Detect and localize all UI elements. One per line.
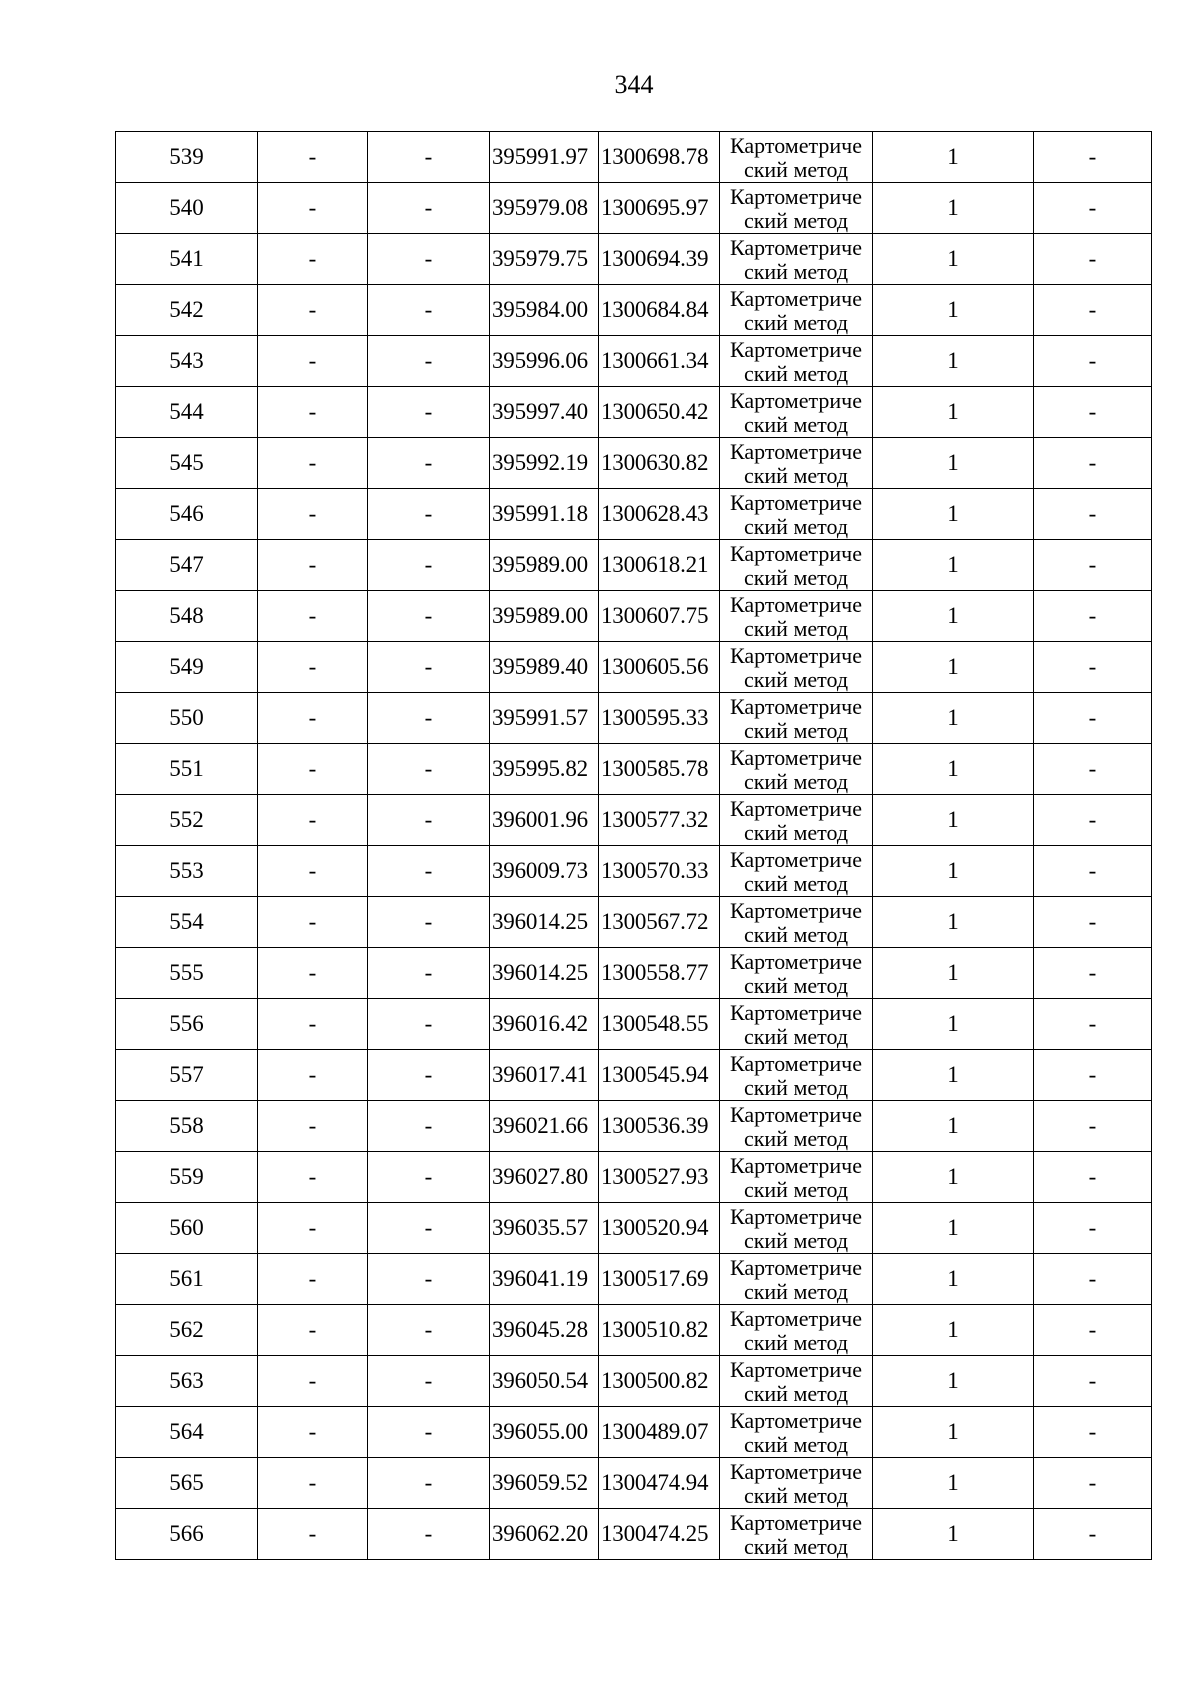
table-row	[116, 999, 1152, 1050]
note-cell: -	[1034, 1050, 1152, 1101]
point-number-cell: 557	[116, 1050, 258, 1101]
table-row	[116, 1050, 1152, 1101]
note-cell: -	[1034, 285, 1152, 336]
y-coordinate-cell: 1300694.39	[599, 234, 720, 285]
method-cell	[720, 183, 873, 234]
table-row	[116, 948, 1152, 999]
table-row	[116, 540, 1152, 591]
point-number-cell: 560	[116, 1203, 258, 1254]
point-number-cell: 563	[116, 1356, 258, 1407]
empty-cell: -	[368, 336, 490, 387]
x-coordinate-cell: 395989.40	[490, 642, 599, 693]
note-cell: -	[1034, 693, 1152, 744]
note-cell: -	[1034, 1407, 1152, 1458]
accuracy-cell: 1	[873, 1458, 1034, 1509]
method-cell	[720, 132, 873, 183]
empty-cell: -	[258, 438, 368, 489]
point-number-cell: 561	[116, 1254, 258, 1305]
y-coordinate-cell: 1300517.69	[599, 1254, 720, 1305]
point-number-cell: 540	[116, 183, 258, 234]
empty-cell: -	[258, 999, 368, 1050]
method-text: Картометрический метод	[730, 949, 862, 998]
method-cell	[720, 693, 873, 744]
note-cell: -	[1034, 234, 1152, 285]
note-cell: -	[1034, 132, 1152, 183]
y-coordinate-cell: 1300558.77	[599, 948, 720, 999]
empty-cell: -	[368, 795, 490, 846]
x-coordinate-cell: 395991.97	[490, 132, 599, 183]
table-row	[116, 642, 1152, 693]
y-coordinate-cell: 1300570.33	[599, 846, 720, 897]
empty-cell: -	[258, 591, 368, 642]
x-coordinate-cell: 396021.66	[490, 1101, 599, 1152]
method-text: Картометрический метод	[730, 898, 862, 947]
x-coordinate-cell: 395991.18	[490, 489, 599, 540]
empty-cell: -	[258, 846, 368, 897]
empty-cell: -	[258, 693, 368, 744]
table-row	[116, 1458, 1152, 1509]
table-row	[116, 846, 1152, 897]
accuracy-cell: 1	[873, 846, 1034, 897]
y-coordinate-cell: 1300527.93	[599, 1152, 720, 1203]
table-row	[116, 693, 1152, 744]
table-body	[116, 132, 1152, 1560]
y-coordinate-cell: 1300661.34	[599, 336, 720, 387]
x-coordinate-cell: 395997.40	[490, 387, 599, 438]
method-text: Картометрический метод	[730, 133, 862, 182]
method-text: Картометрический метод	[730, 1102, 862, 1151]
empty-cell: -	[368, 540, 490, 591]
y-coordinate-cell: 1300577.32	[599, 795, 720, 846]
empty-cell: -	[368, 1509, 490, 1560]
empty-cell: -	[258, 1203, 368, 1254]
empty-cell: -	[368, 234, 490, 285]
accuracy-cell: 1	[873, 1305, 1034, 1356]
x-coordinate-cell: 395989.00	[490, 591, 599, 642]
empty-cell: -	[258, 540, 368, 591]
empty-cell: -	[368, 1407, 490, 1458]
table-row	[116, 1152, 1152, 1203]
empty-cell: -	[368, 744, 490, 795]
method-cell	[720, 744, 873, 795]
empty-cell: -	[368, 183, 490, 234]
accuracy-cell: 1	[873, 183, 1034, 234]
y-coordinate-cell: 1300474.25	[599, 1509, 720, 1560]
x-coordinate-cell: 395995.82	[490, 744, 599, 795]
empty-cell: -	[258, 132, 368, 183]
point-number-cell: 553	[116, 846, 258, 897]
note-cell: -	[1034, 795, 1152, 846]
table-row	[116, 897, 1152, 948]
table-row	[116, 285, 1152, 336]
y-coordinate-cell: 1300630.82	[599, 438, 720, 489]
y-coordinate-cell: 1300650.42	[599, 387, 720, 438]
point-number-cell: 564	[116, 1407, 258, 1458]
point-number-cell: 556	[116, 999, 258, 1050]
note-cell: -	[1034, 744, 1152, 795]
empty-cell: -	[368, 1152, 490, 1203]
empty-cell: -	[258, 489, 368, 540]
method-cell	[720, 438, 873, 489]
point-number-cell: 566	[116, 1509, 258, 1560]
empty-cell: -	[258, 1305, 368, 1356]
point-number-cell: 545	[116, 438, 258, 489]
y-coordinate-cell: 1300489.07	[599, 1407, 720, 1458]
method-cell	[720, 540, 873, 591]
empty-cell: -	[368, 1458, 490, 1509]
x-coordinate-cell: 396017.41	[490, 1050, 599, 1101]
x-coordinate-cell: 395989.00	[490, 540, 599, 591]
method-text: Картометрический метод	[730, 388, 862, 437]
x-coordinate-cell: 396041.19	[490, 1254, 599, 1305]
note-cell: -	[1034, 540, 1152, 591]
method-cell	[720, 285, 873, 336]
empty-cell: -	[368, 999, 490, 1050]
accuracy-cell: 1	[873, 1407, 1034, 1458]
method-cell	[720, 489, 873, 540]
note-cell: -	[1034, 1305, 1152, 1356]
empty-cell: -	[368, 1050, 490, 1101]
method-text: Картометрический метод	[730, 1153, 862, 1202]
y-coordinate-cell: 1300536.39	[599, 1101, 720, 1152]
note-cell: -	[1034, 591, 1152, 642]
note-cell: -	[1034, 642, 1152, 693]
x-coordinate-cell: 396014.25	[490, 948, 599, 999]
note-cell: -	[1034, 387, 1152, 438]
method-cell	[720, 1509, 873, 1560]
method-cell	[720, 1356, 873, 1407]
empty-cell: -	[368, 132, 490, 183]
accuracy-cell: 1	[873, 744, 1034, 795]
x-coordinate-cell: 395979.08	[490, 183, 599, 234]
x-coordinate-cell: 396014.25	[490, 897, 599, 948]
y-coordinate-cell: 1300567.72	[599, 897, 720, 948]
empty-cell: -	[258, 1152, 368, 1203]
method-text: Картометрический метод	[730, 1510, 862, 1559]
table-row	[116, 336, 1152, 387]
y-coordinate-cell: 1300585.78	[599, 744, 720, 795]
table-row	[116, 183, 1152, 234]
method-text: Картометрический метод	[730, 286, 862, 335]
empty-cell: -	[258, 897, 368, 948]
empty-cell: -	[258, 183, 368, 234]
method-text: Картометрический метод	[730, 592, 862, 641]
y-coordinate-cell: 1300595.33	[599, 693, 720, 744]
empty-cell: -	[368, 642, 490, 693]
x-coordinate-cell: 396050.54	[490, 1356, 599, 1407]
y-coordinate-cell: 1300520.94	[599, 1203, 720, 1254]
table-row	[116, 1305, 1152, 1356]
x-coordinate-cell: 395992.19	[490, 438, 599, 489]
accuracy-cell: 1	[873, 948, 1034, 999]
empty-cell: -	[258, 285, 368, 336]
method-text: Картометрический метод	[730, 439, 862, 488]
note-cell: -	[1034, 1509, 1152, 1560]
x-coordinate-cell: 396062.20	[490, 1509, 599, 1560]
point-number-cell: 551	[116, 744, 258, 795]
point-number-cell: 548	[116, 591, 258, 642]
note-cell: -	[1034, 897, 1152, 948]
y-coordinate-cell: 1300695.97	[599, 183, 720, 234]
note-cell: -	[1034, 948, 1152, 999]
table-row	[116, 1254, 1152, 1305]
empty-cell: -	[368, 591, 490, 642]
method-text: Картометрический метод	[730, 184, 862, 233]
method-text: Картометрический метод	[730, 745, 862, 794]
table-row	[116, 1509, 1152, 1560]
accuracy-cell: 1	[873, 1152, 1034, 1203]
y-coordinate-cell: 1300605.56	[599, 642, 720, 693]
table-row	[116, 132, 1152, 183]
note-cell: -	[1034, 1356, 1152, 1407]
empty-cell: -	[368, 489, 490, 540]
empty-cell: -	[258, 744, 368, 795]
y-coordinate-cell: 1300607.75	[599, 591, 720, 642]
method-text: Картометрический метод	[730, 1408, 862, 1457]
accuracy-cell: 1	[873, 1254, 1034, 1305]
x-coordinate-cell: 396035.57	[490, 1203, 599, 1254]
empty-cell: -	[258, 1101, 368, 1152]
accuracy-cell: 1	[873, 1203, 1034, 1254]
y-coordinate-cell: 1300628.43	[599, 489, 720, 540]
empty-cell: -	[368, 285, 490, 336]
method-text: Картометрический метод	[730, 1357, 862, 1406]
method-text: Картометрический метод	[730, 1051, 862, 1100]
method-text: Картометрический метод	[730, 1204, 862, 1253]
y-coordinate-cell: 1300684.84	[599, 285, 720, 336]
method-cell	[720, 1050, 873, 1101]
table-row	[116, 438, 1152, 489]
empty-cell: -	[258, 642, 368, 693]
note-cell: -	[1034, 489, 1152, 540]
empty-cell: -	[368, 897, 490, 948]
method-cell	[720, 846, 873, 897]
method-text: Картометрический метод	[730, 1255, 862, 1304]
method-cell	[720, 1254, 873, 1305]
note-cell: -	[1034, 1203, 1152, 1254]
method-cell	[720, 795, 873, 846]
method-cell	[720, 1458, 873, 1509]
note-cell: -	[1034, 438, 1152, 489]
method-cell	[720, 1203, 873, 1254]
point-number-cell: 547	[116, 540, 258, 591]
method-text: Картометрический метод	[730, 337, 862, 386]
empty-cell: -	[258, 1458, 368, 1509]
empty-cell: -	[368, 438, 490, 489]
y-coordinate-cell: 1300500.82	[599, 1356, 720, 1407]
empty-cell: -	[258, 387, 368, 438]
empty-cell: -	[368, 948, 490, 999]
y-coordinate-cell: 1300545.94	[599, 1050, 720, 1101]
empty-cell: -	[258, 1407, 368, 1458]
method-text: Картометрический метод	[730, 1306, 862, 1355]
empty-cell: -	[368, 693, 490, 744]
method-cell	[720, 897, 873, 948]
y-coordinate-cell: 1300618.21	[599, 540, 720, 591]
note-cell: -	[1034, 1254, 1152, 1305]
method-cell	[720, 234, 873, 285]
empty-cell: -	[368, 1305, 490, 1356]
table-row	[116, 591, 1152, 642]
point-number-cell: 543	[116, 336, 258, 387]
empty-cell: -	[258, 948, 368, 999]
point-number-cell: 558	[116, 1101, 258, 1152]
point-number-cell: 554	[116, 897, 258, 948]
empty-cell: -	[368, 387, 490, 438]
accuracy-cell: 1	[873, 642, 1034, 693]
table-row	[116, 234, 1152, 285]
method-text: Картометрический метод	[730, 235, 862, 284]
accuracy-cell: 1	[873, 1356, 1034, 1407]
y-coordinate-cell: 1300474.94	[599, 1458, 720, 1509]
method-cell	[720, 1407, 873, 1458]
x-coordinate-cell: 396001.96	[490, 795, 599, 846]
point-number-cell: 542	[116, 285, 258, 336]
method-text: Картометрический метод	[730, 796, 862, 845]
x-coordinate-cell: 395979.75	[490, 234, 599, 285]
x-coordinate-cell: 396009.73	[490, 846, 599, 897]
coordinates-table	[115, 131, 1152, 1560]
table-row	[116, 1356, 1152, 1407]
accuracy-cell: 1	[873, 336, 1034, 387]
accuracy-cell: 1	[873, 438, 1034, 489]
empty-cell: -	[368, 1101, 490, 1152]
method-cell	[720, 948, 873, 999]
empty-cell: -	[258, 234, 368, 285]
accuracy-cell: 1	[873, 234, 1034, 285]
y-coordinate-cell: 1300510.82	[599, 1305, 720, 1356]
table-row	[116, 1407, 1152, 1458]
note-cell: -	[1034, 183, 1152, 234]
empty-cell: -	[258, 1356, 368, 1407]
accuracy-cell: 1	[873, 489, 1034, 540]
empty-cell: -	[258, 1050, 368, 1101]
empty-cell: -	[258, 1509, 368, 1560]
note-cell: -	[1034, 1101, 1152, 1152]
x-coordinate-cell: 396016.42	[490, 999, 599, 1050]
accuracy-cell: 1	[873, 285, 1034, 336]
point-number-cell: 539	[116, 132, 258, 183]
accuracy-cell: 1	[873, 1509, 1034, 1560]
method-text: Картометрический метод	[730, 1459, 862, 1508]
method-text: Картометрический метод	[730, 490, 862, 539]
point-number-cell: 559	[116, 1152, 258, 1203]
table-row	[116, 1101, 1152, 1152]
note-cell: -	[1034, 846, 1152, 897]
point-number-cell: 552	[116, 795, 258, 846]
method-cell	[720, 336, 873, 387]
note-cell: -	[1034, 1152, 1152, 1203]
x-coordinate-cell: 395996.06	[490, 336, 599, 387]
point-number-cell: 565	[116, 1458, 258, 1509]
note-cell: -	[1034, 999, 1152, 1050]
note-cell: -	[1034, 336, 1152, 387]
method-cell	[720, 387, 873, 438]
method-text: Картометрический метод	[730, 847, 862, 896]
accuracy-cell: 1	[873, 540, 1034, 591]
method-cell	[720, 1101, 873, 1152]
empty-cell: -	[258, 1254, 368, 1305]
table-row	[116, 1203, 1152, 1254]
table-row	[116, 489, 1152, 540]
empty-cell: -	[368, 1254, 490, 1305]
accuracy-cell: 1	[873, 387, 1034, 438]
point-number-cell: 544	[116, 387, 258, 438]
method-cell	[720, 642, 873, 693]
y-coordinate-cell: 1300698.78	[599, 132, 720, 183]
accuracy-cell: 1	[873, 591, 1034, 642]
empty-cell: -	[368, 1203, 490, 1254]
accuracy-cell: 1	[873, 999, 1034, 1050]
x-coordinate-cell: 395984.00	[490, 285, 599, 336]
empty-cell: -	[368, 1356, 490, 1407]
accuracy-cell: 1	[873, 897, 1034, 948]
note-cell: -	[1034, 1458, 1152, 1509]
point-number-cell: 546	[116, 489, 258, 540]
page-number: 344	[614, 70, 654, 99]
table-row	[116, 387, 1152, 438]
method-cell	[720, 1152, 873, 1203]
method-cell	[720, 591, 873, 642]
method-text: Картометрический метод	[730, 1000, 862, 1049]
point-number-cell: 550	[116, 693, 258, 744]
accuracy-cell: 1	[873, 1101, 1034, 1152]
x-coordinate-cell: 396059.52	[490, 1458, 599, 1509]
point-number-cell: 555	[116, 948, 258, 999]
table-row	[116, 795, 1152, 846]
empty-cell: -	[258, 795, 368, 846]
accuracy-cell: 1	[873, 1050, 1034, 1101]
point-number-cell: 541	[116, 234, 258, 285]
accuracy-cell: 1	[873, 795, 1034, 846]
x-coordinate-cell: 395991.57	[490, 693, 599, 744]
method-text: Картометрический метод	[730, 643, 862, 692]
empty-cell: -	[258, 336, 368, 387]
y-coordinate-cell: 1300548.55	[599, 999, 720, 1050]
table-row	[116, 744, 1152, 795]
method-cell	[720, 1305, 873, 1356]
point-number-cell: 549	[116, 642, 258, 693]
method-text: Картометрический метод	[730, 694, 862, 743]
method-cell	[720, 999, 873, 1050]
point-number-cell: 562	[116, 1305, 258, 1356]
x-coordinate-cell: 396045.28	[490, 1305, 599, 1356]
x-coordinate-cell: 396055.00	[490, 1407, 599, 1458]
accuracy-cell: 1	[873, 693, 1034, 744]
x-coordinate-cell: 396027.80	[490, 1152, 599, 1203]
accuracy-cell: 1	[873, 132, 1034, 183]
method-text: Картометрический метод	[730, 541, 862, 590]
empty-cell: -	[368, 846, 490, 897]
